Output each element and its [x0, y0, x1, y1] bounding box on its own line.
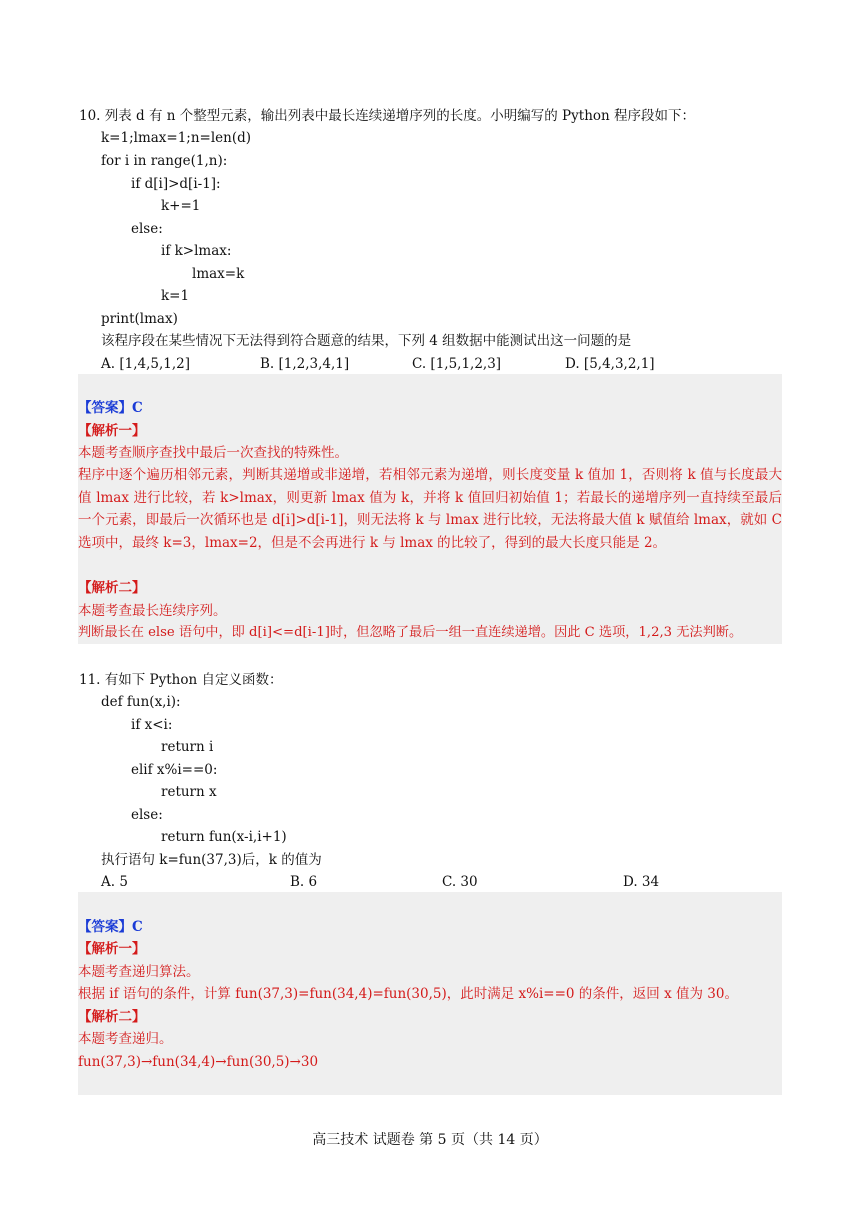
q11-code-line: return x [161, 784, 217, 800]
q11-code-line: return i [161, 739, 214, 755]
q10-stem: 10. 列表 d 有 n 个整型元素，输出列表中最长连续递增序列的长度。小明编写的 Python 程序段如下： [79, 108, 695, 124]
q10-analysis1-text: 程序中逐个遍历相邻元素，判断其递增或非递增，若相邻元素为递增，则长度变量 k 值加 1，否则将 k 值与长度最大值 lmax 进行比较，若 k>lmax，则更新 lmax 值为 k，并将 k 值回归初始值 1；若最长的递增序列一直持续至最后一个元素，即最后一次循环也是 d[i]>d[i-1]，则无法将 k 与 lmax 进行比较，无法将最大值 k 赋值给 lmax，就如 C 选项中，最终 k=3，lmax=2，但是不会再进行 k 与 lmax 的比较了，得到的最大长度只能是 2。 [78, 467, 782, 551]
q11-option-a: A. 5 [101, 874, 128, 890]
answer-label: 【答案】 [78, 400, 132, 416]
answer-value: C [132, 400, 143, 416]
q11-code-line: elif x%i==0: [131, 762, 218, 778]
q10-answer-box [78, 374, 782, 644]
q11-answer-box [78, 892, 782, 1095]
q10-answer [78, 398, 143, 418]
q11-analysis2-text: 本题考查递归。 [78, 1031, 173, 1047]
q10-code-line: k+=1 [161, 198, 201, 214]
q11-code-line: return fun(x-i,i+1) [161, 829, 287, 845]
q10-code-line: k=1;lmax=1;n=len(d) [101, 130, 252, 146]
q10-code-line: print(lmax) [101, 311, 178, 327]
page-footer: 高三技术 试题卷 第 5 页（共 14 页） [312, 1132, 548, 1148]
q10-code-line: else: [131, 221, 163, 237]
q10-code-line: k=1 [161, 288, 190, 304]
q11-option-d: D. 34 [623, 874, 660, 890]
answer-label: 【答案】 [78, 919, 132, 935]
q11-option-b: B. 6 [290, 874, 318, 890]
q10-code-line: lmax=k [192, 266, 245, 282]
q10-analysis1-label: 【解析一】 [78, 423, 146, 439]
q11-code-line: def fun(x,i): [101, 694, 181, 710]
q11-stem: 11. 有如下 Python 自定义函数： [79, 672, 283, 688]
q11-analysis1-label: 【解析一】 [78, 941, 146, 957]
q10-option-b: B. [1,2,3,4,1] [260, 356, 350, 372]
q11-code-line: if x<i: [131, 717, 173, 733]
q10-option-d: D. [5,4,3,2,1] [565, 356, 655, 372]
q11-answer [78, 917, 143, 937]
answer-value: C [132, 919, 143, 935]
q11-analysis2-label: 【解析二】 [78, 1009, 146, 1025]
q10-code-line: if d[i]>d[i-1]: [131, 176, 221, 192]
q10-option-a: A. [1,4,5,1,2] [101, 356, 190, 372]
q10-analysis2-text: 本题考查最长连续序列。 [78, 603, 227, 619]
q11-option-c: C. 30 [442, 874, 478, 890]
q10-code-line: if k>lmax: [161, 243, 232, 259]
q10-code-line: for i in range(1,n): [101, 153, 228, 169]
q11-question: 执行语句 k=fun(37,3)后，k 的值为 [101, 852, 322, 868]
q10-question: 该程序段在某些情况下无法得到符合题意的结果，下列 4 组数据中能测试出这一问题的是 [101, 333, 632, 349]
q11-analysis1-text: 根据 if 语句的条件，计算 fun(37,3)=fun(34,4)=fun(30,5)，此时满足 x%i==0 的条件，返回 x 值为 30。 [78, 986, 738, 1002]
q10-analysis1-text: 本题考查顺序查找中最后一次查找的特殊性。 [78, 445, 348, 461]
q11-code-line: else: [131, 807, 163, 823]
q10-analysis2-label: 【解析二】 [78, 580, 146, 596]
q10-analysis2-text: 判断最长在 else 语句中，即 d[i]<=d[i-1]时，但忽略了最后一组一直连续递增。因此 C 选项，1,2,3 无法判断。 [78, 625, 743, 640]
q10-option-c: C. [1,5,1,2,3] [412, 356, 502, 372]
q11-analysis1-text: 本题考查递归算法。 [78, 964, 200, 980]
q11-analysis2-text: fun(37,3)→fun(34,4)→fun(30,5)→30 [78, 1054, 319, 1070]
